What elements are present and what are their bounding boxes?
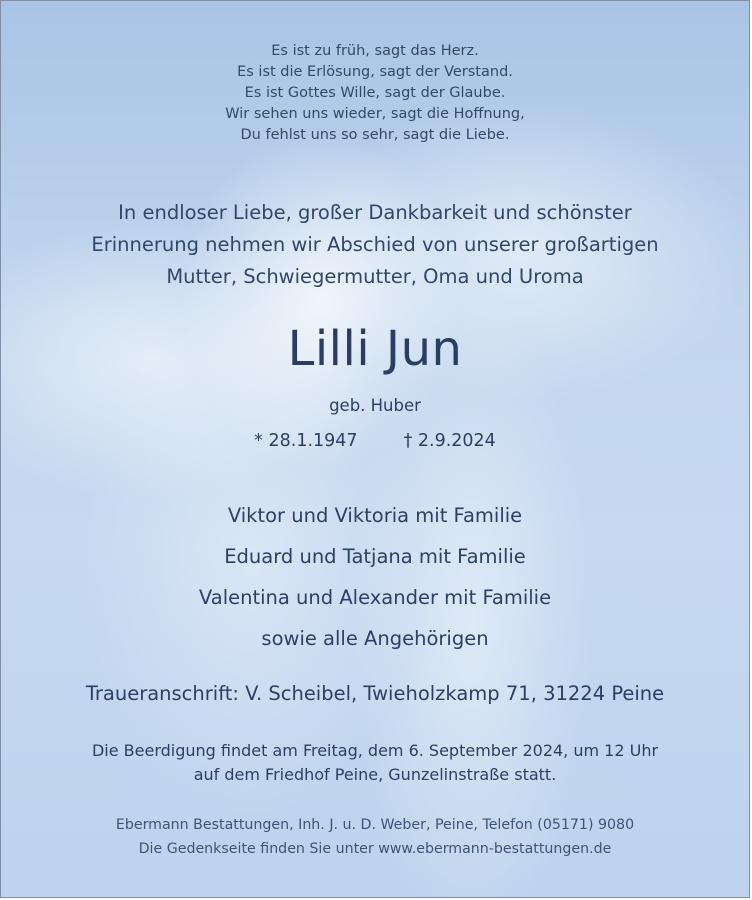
- funeral-line: Die Beerdigung findet am Freitag, dem 6. September 2024, um 12 Uhr: [91, 741, 659, 760]
- family-list: [1, 495, 749, 659]
- mourning-address: Traueranschrift: V. Scheibel, Twieholzkamp 71, 31224 Peine: [85, 682, 665, 705]
- intro-text: [1, 197, 749, 293]
- death-date: † 2.9.2024: [403, 431, 496, 451]
- poem-line: Wir sehen uns wieder, sagt die Hoffnung,: [225, 106, 525, 122]
- birth-name: geb. Huber: [329, 396, 421, 415]
- poem: [1, 41, 749, 146]
- life-dates: [1, 429, 749, 453]
- birth-date: * 28.1.1947: [254, 431, 358, 451]
- funeral-info: [1, 739, 749, 787]
- footer-line: Die Gedenkseite finden Sie unter www.ebermann-bestattungen.de: [138, 841, 612, 857]
- family-line: sowie alle Angehörigen: [261, 627, 489, 650]
- intro-line: Mutter, Schwiegermutter, Oma und Uroma: [166, 265, 584, 288]
- deceased-name: Lilli Jun: [287, 321, 463, 377]
- poem-line: Es ist die Erlösung, sagt der Verstand.: [237, 64, 513, 80]
- family-line: Viktor und Viktoria mit Familie: [227, 504, 523, 527]
- poem-line: Es ist Gottes Wille, sagt der Glaube.: [244, 85, 506, 101]
- funeral-line: auf dem Friedhof Peine, Gunzelinstraße statt.: [193, 765, 557, 784]
- undertaker-footer: [1, 813, 749, 861]
- poem-line: Du fehlst uns so sehr, sagt die Liebe.: [240, 127, 510, 143]
- intro-line: In endloser Liebe, großer Dankbarkeit und schönster: [118, 201, 632, 224]
- poem-line: Es ist zu früh, sagt das Herz.: [271, 43, 479, 59]
- family-line: Valentina und Alexander mit Familie: [198, 586, 552, 609]
- intro-line: Erinnerung nehmen wir Abschied von unserer großartigen: [91, 233, 659, 256]
- family-line: Eduard und Tatjana mit Familie: [224, 545, 526, 568]
- footer-line: Ebermann Bestattungen, Inh. J. u. D. Weber, Peine, Telefon (05171) 9080: [115, 817, 635, 833]
